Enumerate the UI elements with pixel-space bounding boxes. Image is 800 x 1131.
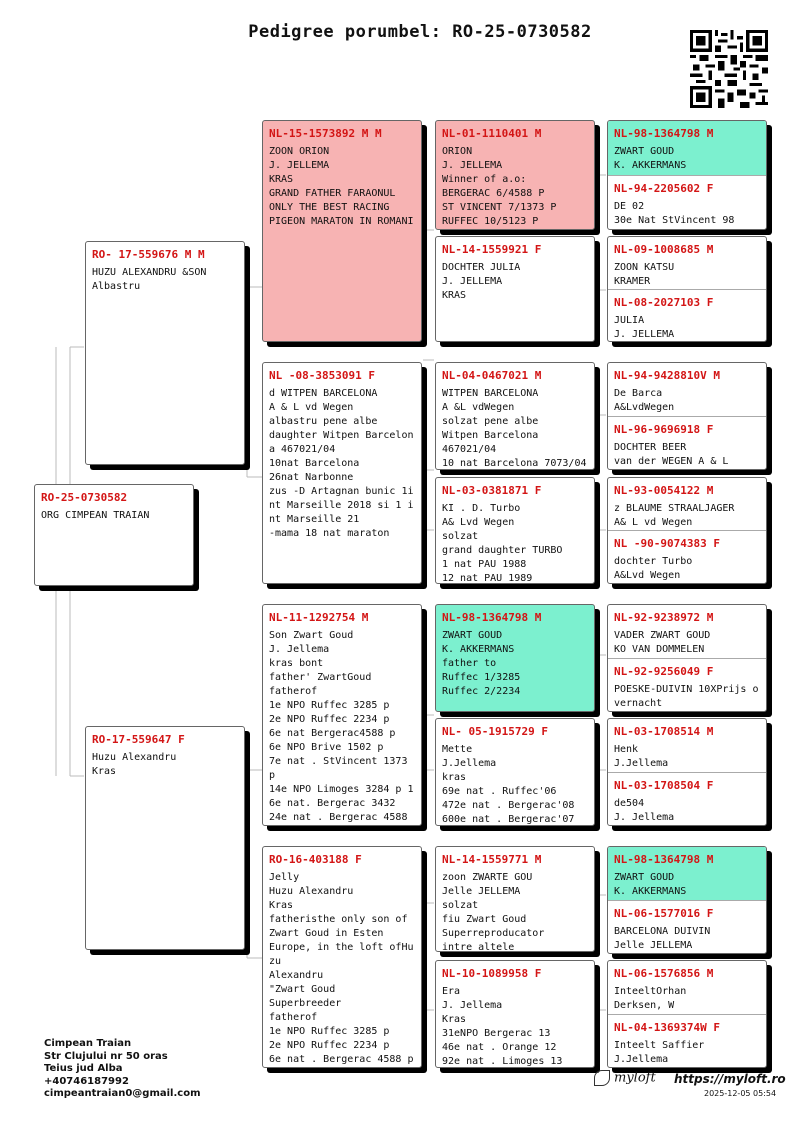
pedigree-card-gen3[interactable] [435, 718, 595, 826]
bird-info: ZOON KATSU KRAMER [614, 262, 675, 287]
pedigree-card-gen4[interactable] [608, 237, 766, 289]
ring-number: NL-08-2027103 F [614, 296, 714, 309]
pedigree-card-subject[interactable] [34, 484, 194, 586]
bird-info: BARCELONA DUIVIN Jelle JELLEMA [614, 926, 711, 951]
bird-info: de504 J. Jellema [614, 798, 675, 823]
pedigree-card-gen4[interactable] [608, 417, 766, 469]
ring-number: NL-03-1708504 F [614, 779, 714, 792]
ring-number: NL- 05-1915729 F [442, 725, 548, 738]
bird-info: DE 02 30e Nat StVincent 98 [614, 201, 735, 226]
bird-info: DOCHTER BEER van der WEGEN A & L [614, 442, 729, 467]
owner-address-line1: Str Clujului nr 50 oras [44, 1050, 168, 1062]
pedigree-card-gen4[interactable] [608, 363, 766, 416]
bird-info: d WITPEN BARCELONA A & L vd Wegen albastru pene albe daughter Witpen Barcelon a 467021/04 10nat Barcelona 26nat Narbonne zus -D Artagnan bunic 1i nt Marseille 2018 si 1 i nt Marseille 21 -mama 18 nat maraton [269, 388, 414, 539]
pedigree-pair-gen4 [607, 846, 767, 954]
ring-number: NL-98-1364798 M [442, 611, 542, 624]
pedigree-card-gen3[interactable] [435, 236, 595, 342]
ring-number: NL-14-1559771 M [442, 853, 542, 866]
pedigree-card-gen2[interactable] [262, 604, 422, 826]
pedigree-card-gen4[interactable] [608, 121, 766, 175]
bird-info: ZWART GOUD K. AKKERMANS father to Ruffec 1/3285 Ruffec 2/2234 [442, 630, 521, 697]
pedigree-card-dam[interactable] [85, 726, 245, 950]
bird-info: ORION J. JELLEMA Winner of a.o: BERGERAC 6/4588 P ST VINCENT 7/1373 P RUFFEC 10/5123 P [442, 146, 557, 227]
bird-info: DOCHTER JULIA J. JELLEMA KRAS [442, 262, 521, 301]
pedigree-card-sire[interactable] [85, 241, 245, 465]
pedigree-card-gen4[interactable] [608, 901, 766, 953]
pedigree-card-gen3[interactable] [435, 362, 595, 470]
ring-number: NL-92-9256049 F [614, 665, 714, 678]
ring-number: NL-98-1364798 M [614, 853, 714, 866]
ring-number: NL-94-9428810V M [614, 369, 720, 382]
pedigree-card-gen3[interactable] [435, 604, 595, 712]
bird-info: InteeltOrhan Derksen, W [614, 986, 687, 1011]
pedigree-card-gen4[interactable] [608, 659, 766, 711]
ring-number: NL-14-1559921 F [442, 243, 542, 256]
pedigree-card-gen2[interactable] [262, 120, 422, 342]
pedigree-card-gen4[interactable] [608, 605, 766, 658]
bird-info: Son Zwart Goud J. Jellema kras bont father' ZwartGoud fatherof 1e NPO Ruffec 3285 p 2e NPO Ruffec 2234 p 6e nat Bergerac4588 p 6e NPO Brive 1502 p 7e nat . StVincent 1373 p 14e NPO Limoges 3284 p 1 6e nat. Bergerac 3432 24e nat . Bergerac 4588 [269, 630, 414, 823]
bird-info: KI . D. Turbo A& Lvd Wegen solzat grand daughter TURBO 1 nat PAU 1988 12 nat PAU 1989 [442, 503, 563, 583]
ring-number: NL -90-9074383 F [614, 537, 720, 550]
ring-number: RO-17-559647 F [92, 733, 185, 746]
ring-number: NL-94-2205602 F [614, 182, 714, 195]
pedigree-card-gen3[interactable] [435, 120, 595, 230]
ring-number: NL-93-0054122 M [614, 484, 714, 497]
pedigree-card-gen4[interactable] [608, 1015, 766, 1067]
ring-number: NL-98-1364798 M [614, 127, 714, 140]
pedigree-pair-gen4 [607, 120, 767, 230]
pedigree-card-gen4[interactable] [608, 176, 766, 229]
bird-info: Huzu Alexandru Kras [92, 752, 177, 777]
ring-number: NL-06-1577016 F [614, 907, 714, 920]
owner-phone: +40746187992 [44, 1075, 129, 1087]
owner-email[interactable]: cimpeantraian0@gmail.com [44, 1088, 201, 1099]
pedigree-card-gen4[interactable] [608, 478, 766, 530]
ring-number: NL-04-1369374W F [614, 1021, 720, 1034]
pedigree-card-gen4[interactable] [608, 961, 766, 1014]
pedigree-pair-gen4 [607, 362, 767, 470]
owner-address-line2: Teius jud Alba [44, 1063, 123, 1074]
ring-number: NL-92-9238972 M [614, 611, 714, 624]
pedigree-card-gen3[interactable] [435, 846, 595, 952]
pedigree-card-gen2[interactable] [262, 362, 422, 584]
bird-info: Henk J.Jellema [614, 744, 669, 769]
pedigree-pair-gen4 [607, 604, 767, 712]
ring-number: NL-10-1089958 F [442, 967, 542, 980]
pedigree-card-gen4[interactable] [608, 847, 766, 900]
bird-info: Inteelt Saffier J.Jellema [614, 1040, 705, 1065]
bird-info: HUZU ALEXANDRU &SON Albastru [92, 267, 207, 292]
bird-info: POESKE-DUIVIN 10XPrijs o vernacht [614, 684, 759, 709]
ring-number: NL-06-1576856 M [614, 967, 714, 980]
ring-number: NL-03-1708514 M [614, 725, 714, 738]
ring-number: RO-25-0730582 [41, 491, 128, 504]
ring-number: NL-01-1110401 M [442, 127, 542, 140]
page-title: Pedigree porumbel: RO-25-0730582 [248, 22, 592, 42]
bird-info: ORG CIMPEAN TRAIAN [41, 510, 150, 521]
bird-info: VADER ZWART GOUD KO VAN DOMMELEN [614, 630, 711, 655]
pedigree-pair-gen4 [607, 236, 767, 342]
bird-info: z BLAUME STRAALJAGER A& L vd Wegen [614, 503, 735, 528]
ring-number: RO-16-403188 F [269, 853, 362, 866]
bird-info: ZWART GOUD K. AKKERMANS [614, 146, 687, 171]
pedigree-pair-gen4 [607, 960, 767, 1068]
ring-number: NL-03-0381871 F [442, 484, 542, 497]
myloft-bird-logo [594, 1070, 610, 1086]
pedigree-card-gen4[interactable] [608, 719, 766, 772]
bird-info: WITPEN BARCELONA A &L vdWegen solzat pene albe Witpen Barcelona 467021/04 10 nat Barcelona 7073/04 [442, 388, 587, 469]
bird-info: ZWART GOUD K. AKKERMANS [614, 872, 687, 897]
myloft-logo [594, 1070, 656, 1086]
pedigree-card-gen4[interactable] [608, 290, 766, 341]
pedigree-card-gen3[interactable] [435, 477, 595, 584]
bird-info: Jelly Huzu Alexandru Kras fatheristhe only son of Zwart Goud in Esten Europe, in the loft ofHu zu Alexandru "Zwart Goud Superbreeder fatherof 1e NPO Ruffec 3285 p 2e NPO Ruffec 2234 p 6e nat . Bergerac 4588 p [269, 872, 414, 1065]
bird-info: Era J. Jellema Kras 31eNPO Bergerac 13 46e nat . Orange 12 92e nat . Limoges 13 [442, 986, 563, 1067]
bird-info: Mette J.Jellema kras 69e nat . Ruffec'06 472e nat . Bergerac'08 600e nat . Bergerac'07 [442, 744, 575, 825]
ring-number: NL-09-1008685 M [614, 243, 714, 256]
bird-info: zoon ZWARTE GOU Jelle JELLEMA solzat fiu Zwart Goud Superreproducator intre altele [442, 872, 545, 951]
bird-info: JULIA J. JELLEMA [614, 315, 675, 340]
bird-info: ZOON ORION J. JELLEMA KRAS GRAND FATHER FARAONUL ONLY THE BEST RACING PIGEON MARATON IN ROMANI [269, 146, 414, 227]
ring-number: NL -08-3853091 F [269, 369, 375, 382]
owner-contact [44, 1038, 201, 1101]
owner-name: Cimpean Traian [44, 1038, 132, 1049]
pedigree-pair-gen4 [607, 477, 767, 584]
ring-number: NL-04-0467021 M [442, 369, 542, 382]
bird-info: De Barca A&LvdWegen [614, 388, 675, 413]
ring-number: NL-15-1573892 M M [269, 127, 382, 140]
site-link[interactable]: https://myloft.ro [674, 1072, 786, 1086]
ring-number: RO- 17-559676 M M [92, 248, 205, 261]
generated-timestamp: 2025-12-05 05:54 [704, 1089, 777, 1098]
pedigree-pair-gen4 [607, 718, 767, 826]
logo-text: myloft [614, 1070, 656, 1086]
pedigree-card-gen4[interactable] [608, 531, 766, 583]
ring-number: NL-96-9696918 F [614, 423, 714, 436]
pedigree-card-gen3[interactable] [435, 960, 595, 1068]
pedigree-card-gen4[interactable] [608, 773, 766, 825]
ring-number: NL-11-1292754 M [269, 611, 369, 624]
bird-info: dochter Turbo A&Lvd Wegen [614, 556, 693, 581]
pedigree-card-gen2[interactable] [262, 846, 422, 1068]
